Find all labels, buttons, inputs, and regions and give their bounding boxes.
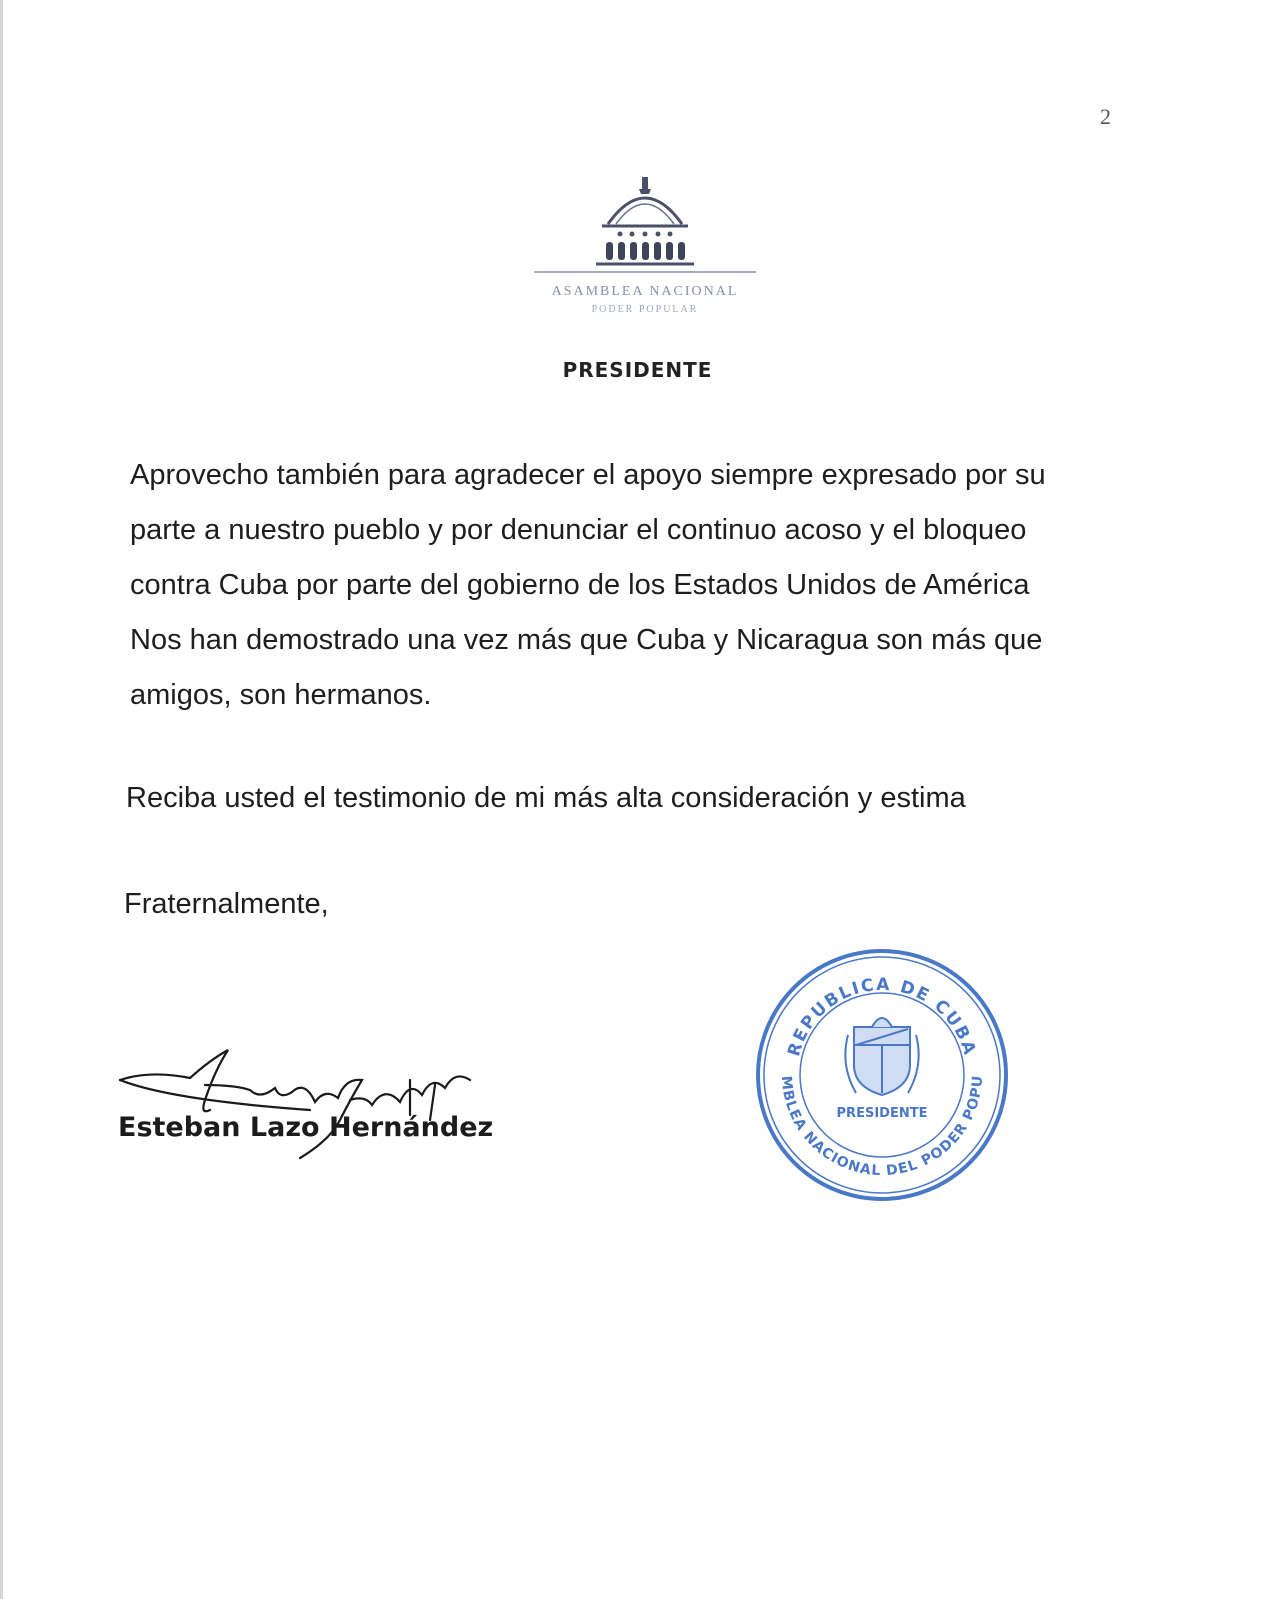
- signer-name: Esteban Lazo Hernández: [118, 1112, 494, 1143]
- body-line: parte a nuestro pueblo y por denunciar el continuo acoso y el bloqueo: [130, 514, 1027, 546]
- capitol-dome-icon: [530, 172, 760, 282]
- page-edge: [0, 0, 3, 1599]
- coat-of-arms-icon: [845, 1018, 918, 1095]
- farewell: Fraternalmente,: [124, 888, 329, 920]
- body-line: Aprovecho también para agradecer el apoyo siempre expresado por su: [130, 459, 1046, 491]
- official-seal: [752, 945, 1012, 1205]
- seal-stamp-icon: [752, 945, 1012, 1205]
- letter-body: [130, 448, 1150, 723]
- office-heading: PRESIDENTE: [562, 358, 713, 382]
- seal-top-text: REPUBLICA DE CUBA: [784, 974, 980, 1059]
- logo-subtitle: PODER POPULAR: [591, 304, 699, 315]
- seal-bottom-text: MBLEA NACIONAL DEL PODER POPU: [777, 1074, 987, 1180]
- body-line: contra Cuba por parte del gobierno de los Estados Unidos de América: [130, 569, 1030, 601]
- assembly-logo: [530, 172, 760, 337]
- logo-title: ASAMBLEA NACIONAL: [551, 284, 739, 299]
- closing-sentence: Reciba usted el testimonio de mi más alta consideración y estima: [126, 782, 966, 814]
- body-line: amigos, son hermanos.: [130, 679, 432, 711]
- seal-center-text: PRESIDENTE: [836, 1106, 928, 1121]
- body-line: Nos han demostrado una vez más que Cuba y Nicaragua son más que: [130, 624, 1043, 656]
- handwritten-signature: [110, 1040, 510, 1170]
- page-number: 2: [1100, 104, 1111, 129]
